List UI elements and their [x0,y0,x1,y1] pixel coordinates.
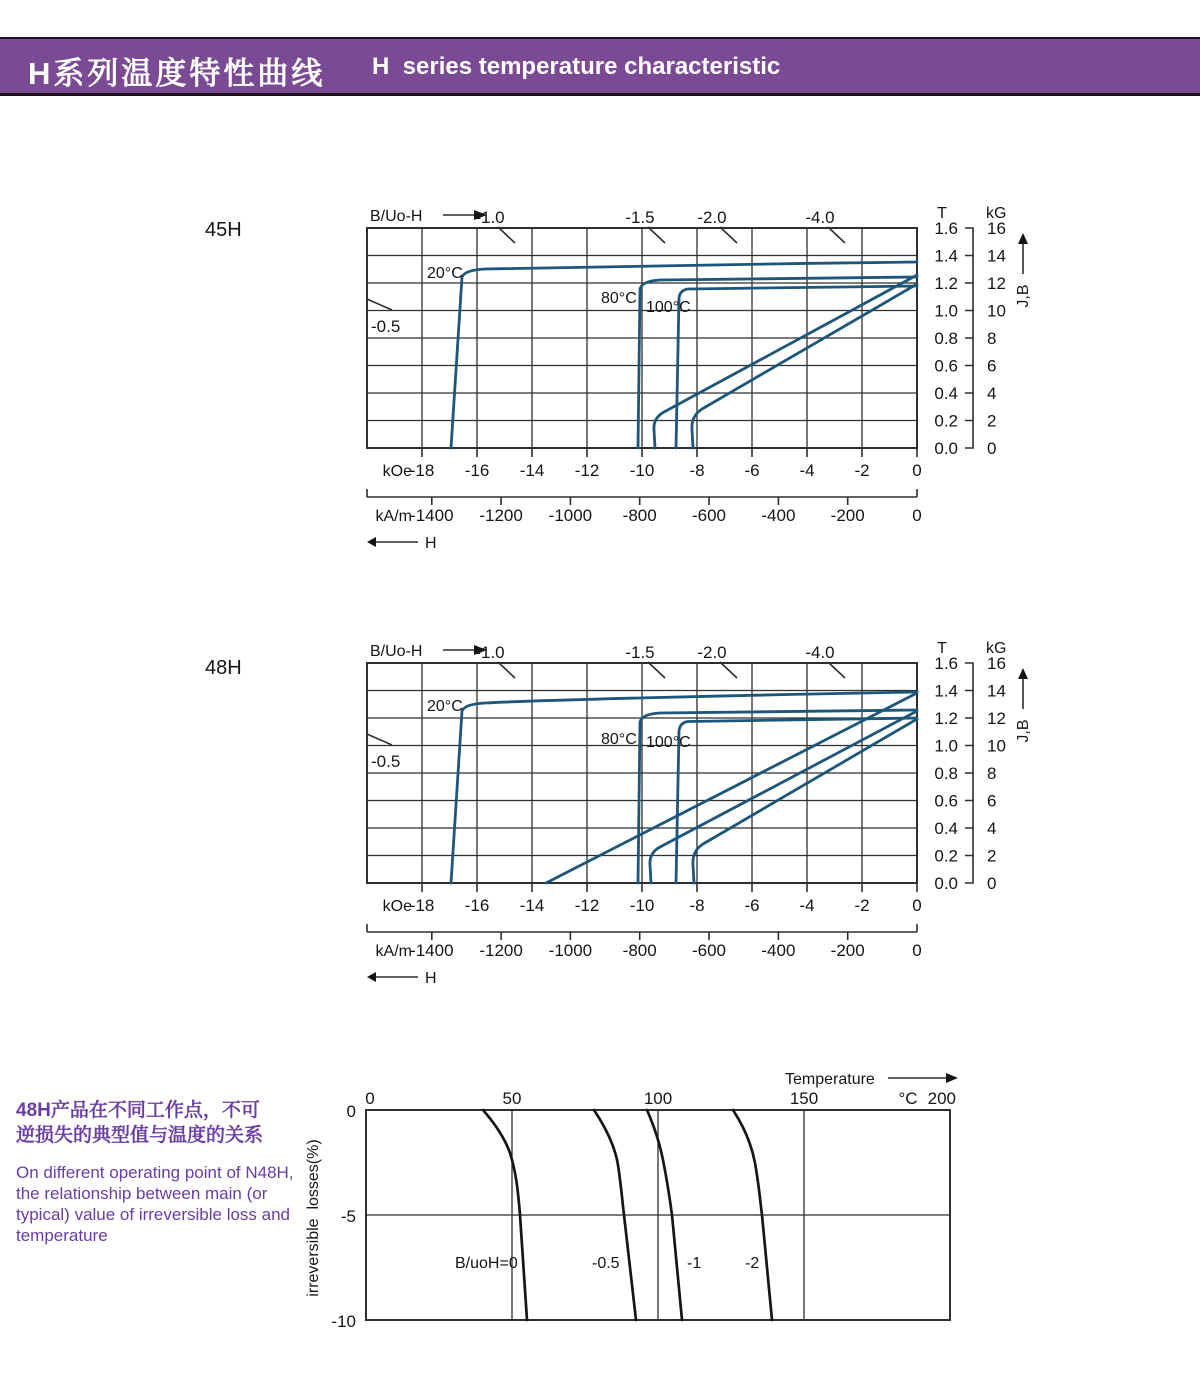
h-axis-arrowhead-icon [367,537,376,547]
kg-tick-label: 4 [987,384,997,403]
kam-tick-label: 0 [912,506,922,525]
loss-chart [280,1060,1000,1360]
kg-tick-label: 6 [987,356,997,376]
koe-tick-label: -18 [409,896,435,915]
jb-axis-label: J,B [1015,719,1032,743]
koe-tick-label: -8 [689,896,705,915]
curve-label-20c: 20°C [427,698,463,715]
load-line-label: -4.0 [805,643,835,662]
kam-tick-label: -400 [761,506,796,525]
t-tick-label: 0.0 [934,439,958,458]
kam-tick-label: -200 [830,941,865,960]
kam-tick-label: -200 [830,506,865,525]
koe-tick-label: -2 [854,461,870,480]
t-tick-label: 0.2 [934,411,958,431]
kg-tick-label: 8 [987,764,997,783]
koe-tick-label: -12 [574,461,600,480]
curve-label-100c: 100°C [646,734,691,751]
jb-axis-arrowhead-icon [1018,668,1028,679]
kam-ruler [367,924,917,940]
koe-tick-label: -10 [629,461,655,480]
temp-unit-label: °C [898,1089,918,1108]
page-title-zh: H系列温度特性曲线 [28,56,326,91]
t-tick-label: 0.2 [934,846,958,866]
loss-curve-label: -1 [687,1255,702,1272]
t-tick-label: 0.8 [934,329,958,348]
kg-tick-label: 14 [987,246,1006,266]
demag-chart-48h [190,625,1070,1000]
loss-note-en-line: temperature [16,1226,108,1245]
grade-label-45h: 45H [205,219,242,241]
kg-tick-label: 0 [987,439,997,458]
koe-tick-label: -2 [854,896,870,915]
h-axis-arrowhead-icon [367,972,376,982]
koe-tick-label: -4 [799,461,815,480]
kam-tick-label: -600 [691,506,727,525]
kam-tick-label: -1400 [410,941,454,960]
demag-chart-45h [190,190,1070,565]
t-tick-label: 1.4 [934,246,958,266]
kg-tick-label: 6 [987,791,997,811]
grid-lines [367,228,917,448]
grid-lines [367,663,917,883]
curve-label-20c: 20°C [427,265,463,282]
h-axis-label: H [425,535,437,552]
loss-note-en-line: the relationship between main (or [16,1184,268,1203]
kg-tick-label: 10 [987,301,1006,321]
load-line-label: -1.0 [475,643,505,662]
loss-curve-label: B/uoH=0 [455,1255,518,1272]
temp-tick-label: 200 [927,1089,956,1108]
kg-tick-label: 2 [987,411,997,431]
t-tick-label: 1.2 [934,274,958,293]
kam-tick-label: -1200 [479,941,523,960]
loss-note-block [16,1098,306,1246]
load-line-label-left: -0.5 [371,317,401,336]
t-tick-label: 1.0 [934,736,958,756]
t-tick-label: 1.2 [934,709,958,728]
curve-label-80c: 80°C [601,290,637,307]
koe-tick-label: -6 [744,461,760,480]
koe-unit: kOe [382,463,412,480]
temperature-arrowhead-icon [946,1073,958,1083]
page-header-banner [0,37,1200,96]
grade-label-48h: 48H [205,657,242,679]
curve-label-100c: 100°C [646,299,691,316]
t-tick-label: 0.6 [934,791,958,811]
loss-note-en-line: On different operating point of N48H, [16,1163,294,1182]
load-line-label: -2.0 [697,208,727,227]
load-line-label: -4.0 [805,208,835,227]
koe-unit: kOe [382,898,412,915]
kg-unit: kG [986,205,1007,222]
koe-tick-label: 0 [912,896,922,915]
load-line-label: -2.0 [697,643,727,662]
tesla-unit: T [937,205,947,222]
tesla-unit: T [937,640,947,657]
koe-ticks [422,883,917,892]
bh-ratio-label: B/Uo-H [370,643,423,660]
kg-tick-label: 16 [987,219,1006,238]
kg-tick-label: 2 [987,846,997,866]
temperature-axis-label: Temperature [785,1071,875,1088]
koe-tick-label: 0 [912,461,922,480]
kam-tick-label: 0 [912,941,922,960]
t-tick-label: 0.6 [934,356,958,376]
koe-tick-label: -16 [464,896,490,915]
loss-tick-label: 0 [346,1102,356,1121]
jb-axis-label: J,B [1015,284,1032,308]
loss-note-zh-line: 逆损失的典型值与温度的关系 [16,1125,264,1146]
kg-unit: kG [986,640,1007,657]
t-tick-label: 0.4 [934,819,958,838]
curve-label-80c: 80°C [601,731,637,748]
loss-tick-label: -10 [331,1312,356,1331]
kg-tick-label: 12 [987,709,1006,728]
kg-tick-label: 0 [987,874,997,893]
temp-tick-label: 50 [502,1089,522,1108]
load-line-label: -1.5 [625,643,655,662]
jb-axis-arrowhead-icon [1018,233,1028,244]
loss-curve-label: -2 [745,1255,760,1272]
kam-tick-label: -600 [691,941,727,960]
koe-tick-label: -10 [629,896,655,915]
t-tick-label: 1.6 [934,654,958,673]
koe-tick-label: -12 [574,896,600,915]
loss-tick-label: -5 [340,1207,356,1226]
kg-tick-label: 14 [987,681,1006,701]
koe-tick-label: -14 [519,461,545,480]
kam-tick-label: -1400 [410,506,454,525]
t-tick-label: 1.0 [934,301,958,321]
koe-tick-label: -14 [519,896,545,915]
koe-tick-label: -18 [409,461,435,480]
kam-unit: kA/m [375,943,412,960]
h-axis-label: H [425,970,437,987]
kam-unit: kA/m [375,508,412,525]
kg-tick-label: 12 [987,274,1006,293]
load-line-label: -1.5 [625,208,655,227]
loss-note-en-line: typical) value of irreversible loss and [16,1205,291,1224]
kam-ruler [367,489,917,505]
kam-tick-label: -800 [622,941,657,960]
load-line-label: -1.0 [475,208,505,227]
t-tick-label: 0.0 [934,874,958,893]
page-title-en: H series temperature characteristic [372,53,781,80]
right-scale-ruler [965,228,973,448]
kg-tick-label: 16 [987,654,1006,673]
koe-ticks [422,448,917,457]
right-scale-ruler [965,663,973,883]
t-tick-label: 1.4 [934,681,958,701]
koe-tick-label: -8 [689,461,705,480]
kg-tick-label: 4 [987,819,997,838]
t-tick-label: 0.8 [934,764,958,783]
kg-tick-label: 10 [987,736,1006,756]
temp-tick-label: 0 [365,1089,375,1108]
kam-tick-label: -400 [761,941,796,960]
load-line-label-left: -0.5 [371,752,401,771]
temp-tick-label: 150 [789,1089,819,1108]
kam-tick-label: -1200 [479,506,523,525]
t-tick-label: 0.4 [934,384,958,403]
kam-tick-label: -1000 [548,941,593,960]
j-curve-20c [451,692,917,883]
loss-y-axis-label: irreversible losses(%) [305,1139,322,1297]
loss-note-zh-line: 48H产品在不同工作点，不可 [16,1100,260,1121]
koe-tick-label: -4 [799,896,815,915]
koe-tick-label: -6 [744,896,760,915]
loss-curve-label: -0.5 [592,1255,620,1272]
temp-tick-label: 100 [643,1089,673,1108]
kg-tick-label: 8 [987,329,997,348]
t-tick-label: 1.6 [934,219,958,238]
koe-tick-label: -16 [464,461,490,480]
bh-ratio-label: B/Uo-H [370,208,423,225]
kam-tick-label: -800 [622,506,657,525]
kam-tick-label: -1000 [548,506,593,525]
